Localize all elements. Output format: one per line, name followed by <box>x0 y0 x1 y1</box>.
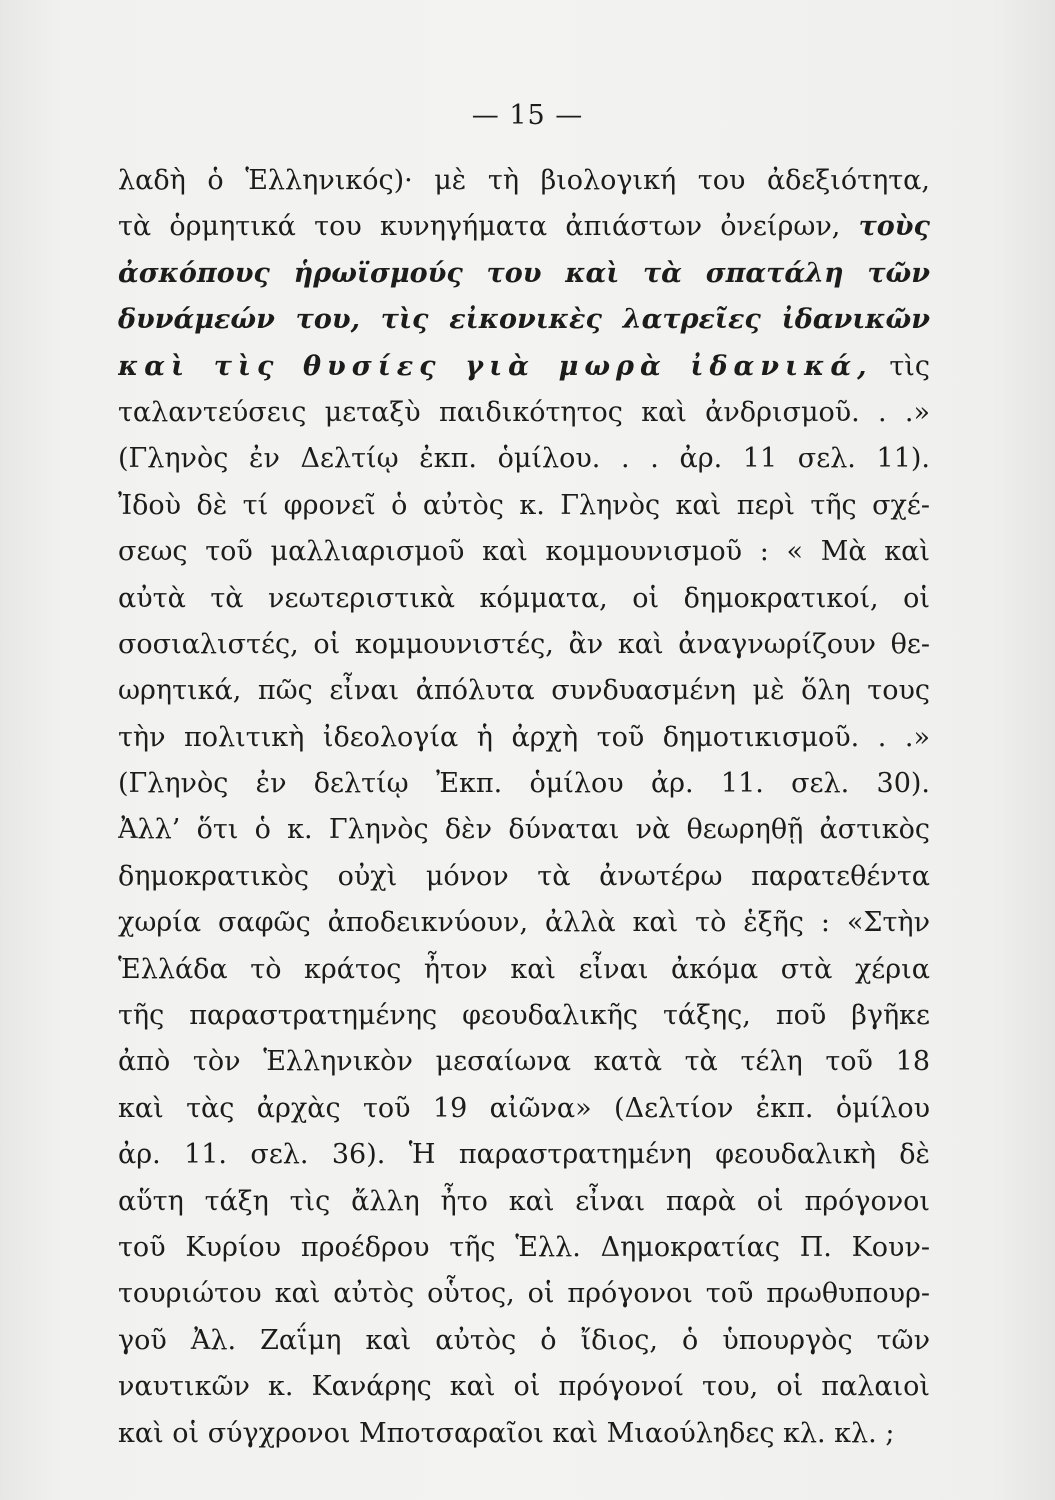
text-line: ταλαντεύσεις μεταξὺ παιδικότητος καὶ ἀνδρισμοῦ. . .» <box>118 396 930 428</box>
text-line: (Γληνὸς ἐν δελτίῳ Ἐκπ. ὁμίλου ἀρ. 11. σελ. 30). <box>118 768 930 800</box>
text-line: τὰ ὁρμητικά του κυνηγήματα ἀπιάστων ὀνείρων, τοὺς <box>118 211 930 243</box>
spaced-emphasis-text: καὶ τὶς θυσίες γιὰ μωρὰ ἰδανικά, <box>118 350 873 382</box>
emphasis-text: τοὺς <box>858 211 930 243</box>
text-line: Ἰδοὺ δὲ τί φρονεῖ ὁ αὐτὸς κ. Γληνὸς καὶ περὶ τῆς σχέ- <box>118 489 930 521</box>
text-line: ἀπὸ τὸν Ἑλληνικὸν μεσαίωνα κατὰ τὰ τέλη τοῦ 18 <box>118 1046 930 1078</box>
text-line-last: καὶ οἱ σύγχρονοι Μποτσαραῖοι καὶ Μιαούληδες κλ. κλ. ; <box>118 1417 895 1449</box>
text-line: σοσιαλιστές, οἱ κομμουνιστές, ἂν καὶ ἀναγνωρίζουν θε- <box>118 628 930 660</box>
text-line: τουριώτου καὶ αὐτὸς οὗτος, οἱ πρόγονοι τοῦ πρωθυπουρ- <box>118 1278 930 1310</box>
text-line: ἀρ. 11. σελ. 36). Ἡ παραστρατημένη φεουδαλικὴ δὲ <box>118 1139 930 1171</box>
text-line: ναυτικῶν κ. Κανάρης καὶ οἱ πρόγονοί του, οἱ παλαιοὶ <box>118 1371 930 1403</box>
text-line: γοῦ Ἀλ. Ζαΐμη καὶ αὐτὸς ὁ ἴδιος, ὁ ὑπουργὸς τῶν <box>118 1324 930 1356</box>
text-line: αὐτὰ τὰ νεωτεριστικὰ κόμματα, οἱ δημοκρατικοί, οἱ <box>118 582 930 614</box>
text-line: αὕτη τάξη τὶς ἄλλη ἦτο καὶ εἶναι παρὰ οἱ πρόγονοι <box>118 1185 930 1217</box>
text-line: χωρία σαφῶς ἀποδεικνύουν, ἀλλὰ καὶ τὸ ἑξῆς : «Στὴν <box>118 907 930 939</box>
text-line-emphasis: δυνάμεών του, τὶς εἰκονικὲς λατρεῖες ἰδανικῶν <box>118 304 930 336</box>
text-line: καὶ τὶς θυσίες γιὰ μωρὰ ἰδανικά, τὶς <box>118 350 930 382</box>
text-line-emphasis: ἀσκόπους ἡρωϊσμούς του καὶ τὰ σπατάλη τῶν <box>118 257 930 289</box>
text-line: δημοκρατικὸς οὐχὶ μόνον τὰ ἀνωτέρω παρατεθέντα <box>118 860 930 892</box>
text-line: ωρητικά, πῶς εἶναι ἀπόλυτα συνδυασμένη μὲ ὅλη τους <box>118 675 930 707</box>
text-line: καὶ τὰς ἀρχὰς τοῦ 19 αἰῶνα» (Δελτίον ἐκπ. ὁμίλου <box>118 1092 930 1124</box>
text-line: τῆς παραστρατημένης φεουδαλικῆς τάξης, ποῦ βγῆκε <box>118 1000 930 1032</box>
text-line: τοῦ Κυρίου προέδρου τῆς Ἑλλ. Δημοκρατίας Π. Κουν- <box>118 1231 930 1263</box>
text-line: Ἑλλάδα τὸ κράτος ἦτον καὶ εἶναι ἀκόμα στὰ χέρια <box>118 953 930 985</box>
text-line: (Γληνὸς ἐν Δελτίῳ ἐκπ. ὁμίλου. . . ἀρ. 11 σελ. 11). <box>118 443 930 475</box>
page-number: — 15 — <box>471 100 584 131</box>
body-text <box>118 158 930 1457</box>
text-line: λαδὴ ὁ Ἑλληνικός)· μὲ τὴ βιολογική του ἀδεξιότητα, <box>118 165 930 196</box>
text-line: σεως τοῦ μαλλιαρισμοῦ καὶ κομμουνισμοῦ : « Μὰ καὶ <box>118 536 930 568</box>
text-line: τὴν πολιτικὴ ἰδεολογία ἡ ἀρχὴ τοῦ δημοτικισμοῦ. . .» <box>118 721 930 753</box>
text-line: Ἀλλ’ ὅτι ὁ κ. Γληνὸς δὲν δύναται νὰ θεωρηθῇ ἀστικὸς <box>118 814 930 846</box>
